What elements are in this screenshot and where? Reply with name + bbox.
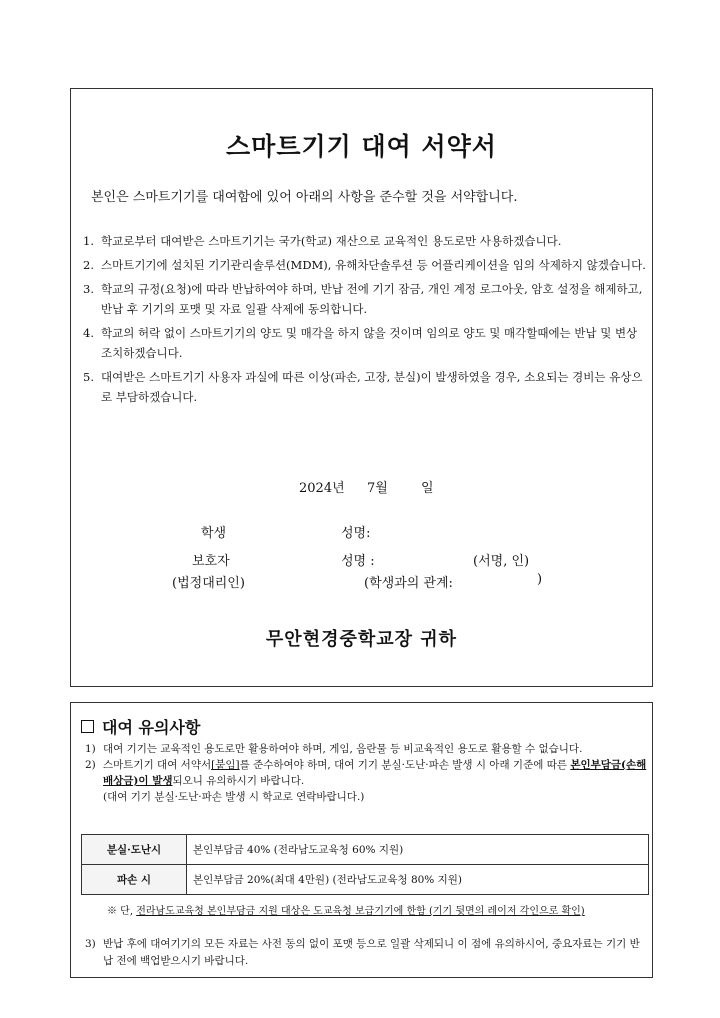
item2-mid: 를 준수하여야 하며, 대여 기기 분실·도난·파손 발생 시 아래 기준에 따른 — [239, 759, 571, 771]
form-title: 스마트기기 대여 서약서 — [226, 132, 497, 161]
liability-table — [81, 834, 649, 895]
item-number: 2. — [83, 258, 94, 272]
item2-post: 되오니 유의하시기 바랍니다. — [172, 775, 305, 787]
row-label: 파손 시 — [82, 865, 187, 895]
item-number: 5. — [83, 370, 94, 384]
liability-emphasis: 본인부담금(손해배상금)이 발생 — [103, 759, 647, 787]
footnote — [107, 902, 585, 917]
list-item — [83, 255, 648, 275]
recipient: 무안현경중학교장 귀하 — [265, 629, 458, 650]
student-label: 학생 — [201, 526, 227, 541]
list-item — [85, 757, 647, 789]
item-number: 2) — [85, 759, 96, 771]
list-item — [85, 741, 647, 757]
list-item — [83, 279, 648, 319]
notice-heading — [81, 715, 200, 738]
item-number: 3. — [83, 282, 94, 296]
pledge-form — [70, 88, 653, 687]
list-item — [83, 231, 648, 251]
item-text: 학교로부터 대여받은 스마트기기는 국가(학교) 재산으로 교육적인 용도로만 사용하겠습니다. — [101, 234, 562, 248]
item-text — [103, 757, 647, 789]
item-text: 학교의 허락 없이 스마트기기의 양도 및 매각을 하지 않을 것이며 임의로 양도 및 매각할때에는 반납 및 변상 조치하겠습니다. — [101, 326, 638, 360]
signature-label: (서명, 인) — [473, 554, 530, 569]
relation-field[interactable]: (학생과의 관계: — [364, 576, 453, 591]
list-item — [85, 936, 647, 970]
date-month: 7월 — [367, 481, 388, 496]
checkbox-icon — [81, 720, 94, 733]
guardian-label: 보호자 — [192, 554, 230, 569]
row-label: 분실·도난시 — [82, 835, 187, 865]
notice-heading-text: 대여 유의사항 — [102, 718, 201, 737]
date-day: 일 — [421, 481, 434, 496]
footnote-mark: ※ 단, — [107, 906, 134, 917]
legal-rep-label: (법정대리인) — [172, 576, 245, 591]
pledge-list — [83, 231, 648, 411]
relation-close: ) — [537, 572, 543, 587]
date-year: 2024년 — [299, 481, 345, 496]
attachment-ref: [붙임] — [211, 759, 240, 771]
footnote-text: 전라남도교육청 본인부담금 지원 대상은 도교육청 보급기기에 한함 (기기 뒷면의 레이저 각인으로 확인) — [136, 906, 585, 917]
table-row — [82, 835, 649, 865]
row-value: 본인부담금 40% (전라남도교육청 60% 지원) — [187, 835, 649, 865]
list-item — [83, 367, 648, 407]
row-value: 본인부담금 20%(최대 4만원) (전라남도교육청 80% 지원) — [187, 865, 649, 895]
item-number: 3) — [85, 938, 96, 950]
notice-box — [70, 702, 653, 978]
item-text: 학교의 규정(요청)에 따라 반납하여야 하며, 반납 전에 기기 잠금, 개인 계정 로그아웃, 암호 설정을 해제하고, 반납 후 기기의 포맷 및 자료 일괄 삭제에 동의합니다. — [101, 282, 643, 316]
list-item — [83, 323, 648, 363]
item-text: 반납 후에 대여기기의 모든 자료는 사전 동의 없이 포맷 등으로 일괄 삭제되니 이 점에 유의하시어, 중요자료는 기기 반납 전에 백업받으시기 바랍니다. — [103, 938, 640, 967]
item2-pre: 스마트기기 대여 서약서 — [103, 759, 212, 771]
item-text: 대여받은 스마트기기 사용자 과실에 따른 이상(파손, 고장, 분실)이 발생하였을 경우, 소요되는 경비는 유상으로 부담하겠습니다. — [101, 370, 643, 404]
item-number: 1) — [85, 743, 96, 755]
student-name-field[interactable]: 성명: — [341, 526, 371, 541]
intro-text: 본인은 스마트기기를 대여함에 있어 아래의 사항을 준수할 것을 서약합니다. — [91, 190, 518, 205]
item-text: 스마트기기에 설치된 기기관리솔루션(MDM), 유해차단솔루션 등 어플리케이션을 임의 삭제하지 않겠습니다. — [101, 258, 646, 272]
item-text: 대여 기기는 교육적인 용도로만 활용하여야 하며, 게임, 음란물 등 비교육적인 용도로 활용할 수 없습니다. — [103, 743, 583, 755]
item-number: 1. — [83, 234, 94, 248]
notice-items — [85, 741, 647, 805]
table-row — [82, 865, 649, 895]
item-number: 4. — [83, 326, 94, 340]
guardian-name-field[interactable]: 성명 : — [341, 554, 375, 569]
contact-note: (대여 기기 분실·도난·파손 발생 시 학교로 연락바랍니다.) — [103, 791, 365, 803]
